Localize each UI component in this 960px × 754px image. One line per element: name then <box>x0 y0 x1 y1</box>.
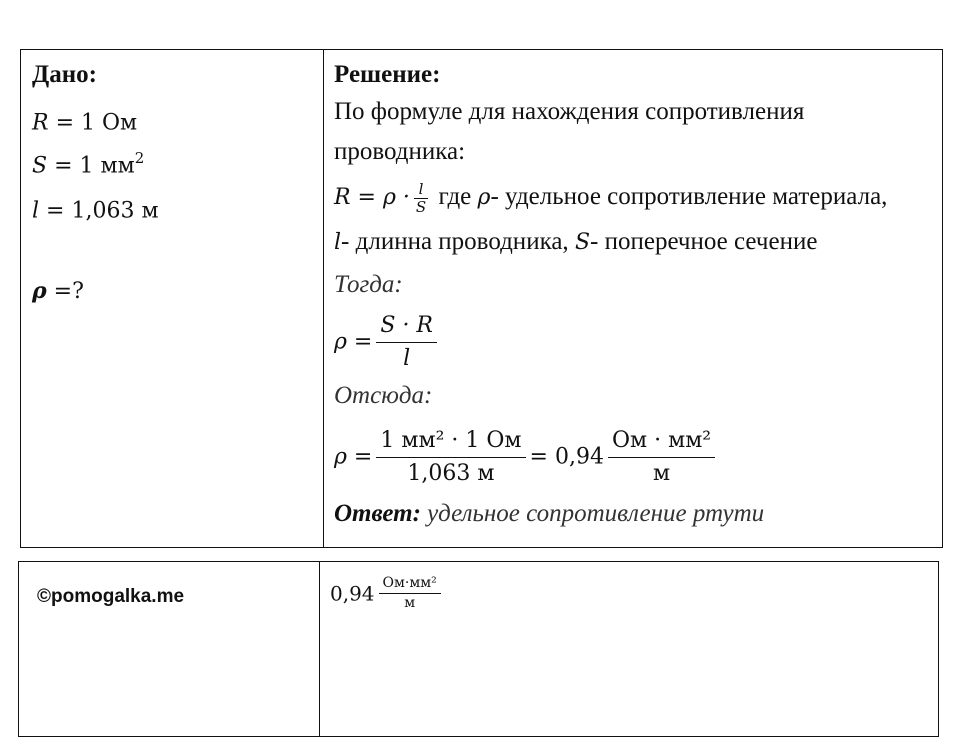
calc-lhs: ρ = <box>334 444 373 470</box>
copyright-text: ©pomogalka.me <box>37 586 185 607</box>
calc-unit-den: м <box>652 460 671 486</box>
formula-rho: ρ <box>477 185 491 210</box>
rho-formula <box>334 308 942 374</box>
definitions-line <box>334 222 942 262</box>
calc-eq: = 0,94 <box>529 444 604 470</box>
solution-intro-2: проводника: <box>334 138 466 165</box>
answer-label: Ответ: <box>334 500 421 527</box>
solution-table <box>20 49 943 548</box>
answer-cell <box>320 562 938 736</box>
formula-fraction <box>414 181 428 216</box>
given-var-r: R <box>32 110 49 136</box>
copyright-cell <box>19 562 319 736</box>
given-header: Дано: <box>32 61 97 88</box>
calc-unit-fraction <box>608 425 715 490</box>
solution-intro-1: По формуле для нахождения сопротивления <box>334 98 805 125</box>
given-value-s: = 1 мм <box>47 153 135 179</box>
rho-lhs: ρ = <box>334 329 373 355</box>
then-label: Тогда: <box>334 271 403 298</box>
calc-num: 1 мм² · 1 Ом <box>376 425 525 458</box>
given-var-l: l <box>32 198 40 224</box>
calc-den: 1,063 м <box>407 460 495 486</box>
given-area <box>32 136 323 180</box>
rho-den: l <box>403 345 411 371</box>
calc-unit-num: Ом · мм² <box>608 425 715 458</box>
resistance-formula <box>334 172 942 222</box>
given-resistance <box>32 92 323 136</box>
given-var-s: S <box>32 153 48 179</box>
answer-text: удельное сопротивление ртути <box>420 500 765 527</box>
rho-num: S · R <box>376 310 437 343</box>
formula-num: l <box>414 181 428 199</box>
given-value-r: = 1 Ом <box>48 110 138 136</box>
formula-text-2: - удельное сопротивление материала, <box>490 183 888 210</box>
def-s: S <box>574 230 591 255</box>
given-length <box>32 180 323 224</box>
def-text-1: - длинна проводника, <box>341 228 575 255</box>
calculation-formula <box>334 418 942 494</box>
unknown-eq: =? <box>46 279 84 304</box>
answer-unit-den: м <box>404 595 416 611</box>
def-l: l <box>334 230 342 255</box>
answer-line <box>334 494 942 534</box>
formula-den: S <box>415 197 427 216</box>
answer-unit-num: Ом·мм² <box>379 574 441 594</box>
unknown-var: ρ <box>32 278 47 304</box>
answer-value <box>330 568 445 618</box>
given-value-l: = 1,063 м <box>39 198 159 224</box>
answer-table <box>18 561 939 737</box>
solution-column <box>324 50 942 547</box>
rho-fraction <box>376 310 437 375</box>
formula-lhs: R = ρ · <box>334 185 410 210</box>
answer-unit-fraction <box>379 574 441 613</box>
answer-number: 0,94 <box>330 581 375 606</box>
def-text-2: - поперечное сечение <box>590 228 818 255</box>
given-unknown <box>32 269 323 313</box>
given-sup-s: 2 <box>134 149 145 167</box>
hence-label: Отсюда: <box>334 382 433 409</box>
solution-header: Решение: <box>334 61 441 88</box>
given-column <box>21 50 323 547</box>
calc-fraction <box>376 425 525 490</box>
formula-text-1: где <box>432 183 478 210</box>
